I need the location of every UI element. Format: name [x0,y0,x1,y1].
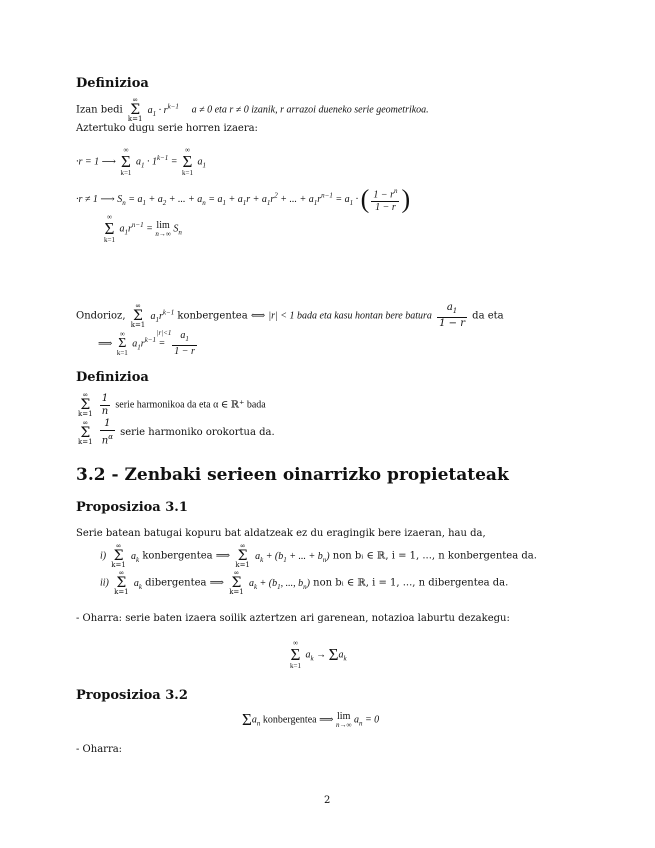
section-heading-3-2: 3.2 - Zenbaki serieen oinarrizko propietateak [76,465,509,485]
item-ii-tail: non bᵢ ∈ ℝ, i = 1, ..., n dibergentea da. [313,577,509,589]
def1-aztertuko: Aztertuko dugu serie horren izaera: [76,123,258,134]
def1-statement [76,97,429,123]
item-ii-dib: dibergentea [145,577,207,589]
fraction: $\frac{1}{n^\alpha}$ [101,418,113,447]
def2-line1 [76,392,266,418]
sum-symbol: ∞ Σ k=1 [235,542,250,569]
fraction: $\frac{1 - r^n}{1 - r}$ [373,187,398,214]
sum-symbol: ∞ Σ k=1 [111,542,126,569]
sum-symbol: ∞ Σ k=1 [290,639,301,670]
oharra-2: - Oharra: [76,744,123,755]
sum-symbol: ∞ Σ k=1 [182,146,193,177]
prop31-item-i: i) ∞ Σ k=1 $a_k$ konbergentea ⟹ ∞ Σ k=1 $a_k + (b_1$ + ... + $b_n$) non bᵢ ∈ ℝ, i = 1, ..., n konbergentea da. [100,542,537,569]
item-i-label: i) [100,550,107,562]
sum-symbol: ∞ Σ k=1 [114,569,129,596]
ondorioz-middle: |r| < 1 bada eta kasu hontan bere batura [268,310,432,322]
prop32-konbergentea: konbergentea [262,714,317,726]
prop31-item-ii: ii) ∞ Σ k=1 $a_k$ dibergentea ⟹ ∞ Σ k=1 $a_k + (b_1$, ..., $b_n$) non bᵢ ∈ ℝ, i = 1, ..., n dibergentea da. [100,569,509,596]
item-ii-label: ii) [100,577,109,589]
ondorioz-result: ⟹ ∞ Σ k=1 $a_1r^{k-1}$ = |r|<1 $\frac{a_1}{1 - r}$ [98,329,195,357]
heading-definizioa-1: Definizioa [76,76,149,91]
heading-proposizioa-3-2: Proposizioa 3.2 [76,688,188,703]
fraction: $\frac{1}{n}$ [101,392,109,417]
series-limit: ∞ Σ k=1 $a_1r^{n-1}$ = lim n→∞ $S_n$ [104,213,182,244]
item-i-konb: konbergentea [142,550,213,562]
fraction: $\frac{a_1}{1 - r}$ [174,330,195,357]
def1-izan-bedi: Izan bedi [76,104,123,116]
notation-shorthand: ∞ Σ k=1 $a_k \to \Sigma a_k$ [290,639,347,670]
def2-line1-text: serie harmonikoa da eta α ∈ ℝ⁺ bada [115,399,266,411]
item-i-tail: non bᵢ ∈ ℝ, i = 1, ..., n konbergentea da. [332,550,537,562]
oharra-1: - Oharra: serie baten izaera soilik aztertzen ari garenean, notazioa laburtu dezakegu: [76,613,510,624]
sum-symbol: ∞ Σ k=1 [130,302,146,329]
limit: lim n→∞ [155,220,171,238]
def1-series-term: $a_1 \cdot r^{k-1}$ [147,102,179,118]
ondorioz-line: Ondorioz, ∞ Σ k=1 $a_1r^{k-1}$ konbergentea ⟺ |r| < 1 bada eta kasu hontan bere batura $\frac{a_1}{1 - r}$ da eta [76,302,504,329]
page-number: 2 [324,795,331,806]
sum-symbol: ∞ Σ k=1 [104,213,115,244]
ondorioz-prefix: Ondorioz, [76,310,126,322]
sum-symbol: ∞ Σ k=1 [127,96,143,123]
def2-line2-text: serie harmoniko orokortua da. [120,427,275,439]
case-r-not-1: ·r ≠ 1 ⟶ $S_n = a_1 + a_2$ + ... + $a_n = a_1 + a_1r + a_1r^2$ + ... + $a_1r^{n-1} = a_1$ · ( $\frac{1 - r^n}{1 - r}$ ) [76,184,411,214]
prop32-statement: $\Sigma a_n$ konbergentea ⟹ lim n→∞ $a_n = 0$ [242,710,380,729]
prop31-intro: Serie batean batugai kopuru bat aldatzeak ez du eragingik bere izaeran, hau da, [76,528,486,539]
fraction: $\frac{a_1}{1 - r}$ [439,302,465,329]
heading-proposizioa-3-1: Proposizioa 3.1 [76,500,188,515]
sum-symbol: ∞ Σ k=1 [78,391,93,418]
def2-line2 [76,418,275,447]
sum-symbol: ∞ Σ k=1 [116,330,128,357]
ondorioz-da-eta: da eta [472,310,504,322]
ondorioz-konbergentea: konbergentea [177,310,248,322]
def1-condition: a ≠ 0 eta r ≠ 0 izanik, r arrazoi dueneko serie geometrikoa. [191,104,429,116]
sum-symbol: ∞ Σ k=1 [120,146,132,177]
sum-symbol: ∞ Σ k=1 [78,418,93,446]
sum-symbol: ∞ Σ k=1 [229,569,244,596]
case-r-equals-1: ·r = 1 ⟶ ∞ Σ k=1 $a_1 \cdot 1^{k-1}$ = ∞ Σ k=1 $a_1$ [76,146,206,177]
limit: lim n→∞ [335,711,352,729]
heading-definizioa-2: Definizioa [76,370,149,385]
